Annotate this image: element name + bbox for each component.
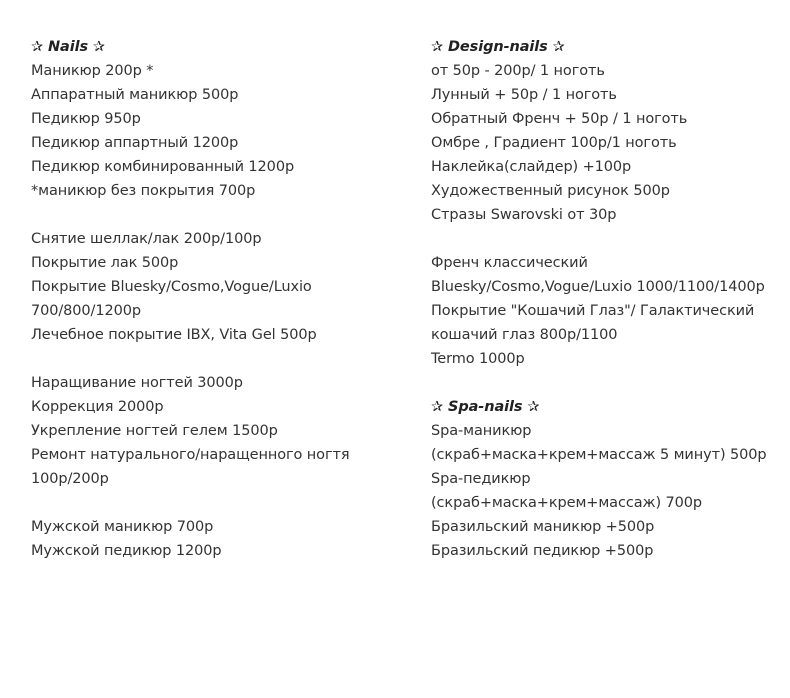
nails-column <box>31 35 401 563</box>
price-item: Ремонт натурального/наращенного ногтя <box>31 447 350 463</box>
price-item: Маникюр 200р * <box>31 63 154 79</box>
price-item: Художественный рисунок 500р <box>431 183 670 199</box>
design-nails-column <box>431 35 781 563</box>
price-item: Лунный + 50р / 1 ноготь <box>431 87 617 103</box>
spacer <box>431 371 781 395</box>
price-item: Spa-маникюр <box>431 423 532 439</box>
spa-nails-heading: ✰ Spa-nails ✰ <box>431 399 540 415</box>
price-item: Омбре , Градиент 100р/1 ноготь <box>431 135 677 151</box>
price-item: Педикюр аппартный 1200р <box>31 135 239 151</box>
price-item: Аппаратный маникюр 500р <box>31 87 239 103</box>
price-item: от 50р - 200р/ 1 ноготь <box>431 63 605 79</box>
price-item: Мужской маникюр 700р <box>31 519 214 535</box>
price-item: Лечебное покрытие IBX, Vita Gel 500р <box>31 327 317 343</box>
price-item: *маникюр без покрытия 700р <box>31 183 256 199</box>
spacer <box>31 347 401 371</box>
price-item: Снятие шеллак/лак 200р/100р <box>31 231 262 247</box>
price-item: (скраб+маска+крем+массаж) 700р <box>431 495 702 511</box>
spacer <box>31 203 401 227</box>
price-item: (скраб+маска+крем+массаж 5 минут) 500р <box>431 447 767 463</box>
price-item: Бразильский педикюр +500р <box>431 543 654 559</box>
price-item: 700/800/1200р <box>31 303 141 319</box>
price-item: Покрытие "Кошачий Глаз"/ Галактический <box>431 303 755 319</box>
price-item: Spa-педикюр <box>431 471 531 487</box>
price-item: Педикюр 950р <box>31 111 141 127</box>
price-item: Наращивание ногтей 3000р <box>31 375 243 391</box>
price-item: Покрытие лак 500р <box>31 255 179 271</box>
price-item: Обратный Френч + 50р / 1 ноготь <box>431 111 688 127</box>
price-item: Френч классический <box>431 255 588 271</box>
price-item: Укрепление ногтей гелем 1500р <box>31 423 278 439</box>
price-item: Коррекция 2000р <box>31 399 164 415</box>
price-item: Педикюр комбинированный 1200р <box>31 159 295 175</box>
price-item: Наклейка(слайдер) +100р <box>431 159 632 175</box>
price-item: Bluesky/Cosmo,Vogue/Luxio 1000/1100/1400р <box>431 279 765 295</box>
price-item: Бразильский маникюр +500р <box>431 519 655 535</box>
design-nails-heading: ✰ Design-nails ✰ <box>431 39 565 55</box>
nails-heading: ✰ Nails ✰ <box>31 39 105 55</box>
spacer <box>31 491 401 515</box>
spacer <box>431 227 781 251</box>
price-item: Покрытие Bluesky/Cosmo,Vogue/Luxio <box>31 279 312 295</box>
price-item: 100р/200р <box>31 471 109 487</box>
price-item: кошачий глаз 800р/1100 <box>431 327 618 343</box>
price-item: Termo 1000р <box>431 351 525 367</box>
price-item: Мужской педикюр 1200р <box>31 543 222 559</box>
price-item: Стразы Swarovski от 30р <box>431 207 617 223</box>
